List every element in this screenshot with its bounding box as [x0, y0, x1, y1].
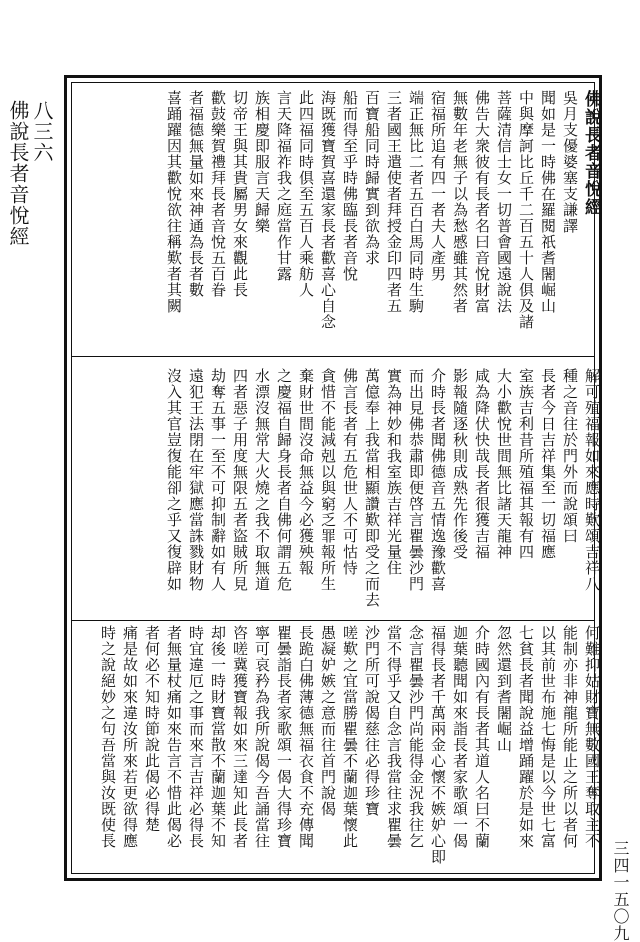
text-column: 寧可哀矜為我所說偈今吾誦當往	[253, 625, 271, 849]
text-column: 沒入其官豈復能卻之乎又復辟如	[165, 368, 183, 592]
text-column: 當不得乎又自念言我當往求瞿曇	[385, 625, 403, 849]
text-column: 福得長者千萬兩金心懷不嫉妒心即	[429, 625, 447, 865]
text-column: 族相慶即服言天歸樂	[253, 90, 271, 234]
text-column: 介時長者聞佛德音五情逸豫歡喜	[429, 368, 447, 592]
text-column: 却後一時財寶當散不蘭迦葉不知	[209, 625, 227, 849]
text-column: 端正無比二者五百白馬同時生駒	[407, 90, 425, 314]
text-column: 萬億奉上我當相顯讚歎即受之而去	[363, 368, 381, 608]
text-column: 棄財世間沒命無益今必獲殃報	[297, 368, 315, 576]
text-column: 介時國內有長者其道人名曰不蘭	[473, 625, 491, 849]
left-margin-label	[6, 100, 54, 247]
text-column: 以其前世布施七悔是以今世七富	[539, 625, 557, 849]
text-column: 者何必不知時節說此偈必得楚	[143, 625, 161, 833]
text-column: 言天降福祚我之庭當作甘露	[275, 90, 293, 282]
text-column: 佛告大衆彼有長者名曰音悅財富	[473, 90, 491, 314]
register-divider-2	[72, 620, 594, 621]
text-column: 咨嗟冀獲寶報如來三達知此長者	[231, 625, 249, 849]
text-column: 聞如是一時佛在羅閱祇耆闍崛山	[539, 90, 557, 314]
text-column: 百寶船同時歸實到欲為求	[363, 90, 381, 266]
text-column: 實為神妙和我室族吉祥光量住	[385, 368, 403, 576]
text-column: 水漂沒無常大火燒之我不取無道	[253, 368, 271, 592]
text-column: 長跪白佛薄德無福衣食不充傳聞	[297, 625, 315, 849]
text-column: 種之音往於門外而說頌曰	[561, 368, 579, 544]
text-column: 宿福所追有四一者夫人產男	[429, 90, 447, 282]
text-column: 歡鼓樂賀禮拜長者音悅五百眷	[209, 90, 227, 298]
text-column: 室族吉利昔所殖福其報有四	[517, 368, 535, 560]
text-column: 時之說絕妙之句吾當與汝既使長	[99, 625, 117, 849]
text-column: 吳月支優婆塞支謙譯	[561, 90, 579, 234]
text-column: 喜踊躍因其歡悅欲往稱歎者其闕	[165, 90, 183, 314]
text-column: 者無量杖痛如來告言不惜此偈必	[165, 625, 183, 849]
text-column: 嗟歎之宜當勝瞿曇不蘭迦葉懷此	[341, 625, 359, 849]
text-column: 影報隨逐秋則成熟先作後受	[451, 368, 469, 560]
text-column: 遠犯王法閉在牢獄應當誅戮財物	[187, 368, 205, 592]
text-column: 佛言長者有五危世人不可怙恃	[341, 368, 359, 576]
text-column: 長者今日吉祥集至一切福應	[539, 368, 557, 560]
page-number: 三四一五〇九	[611, 840, 630, 942]
text-column: 咸為降伏快哉長者很獲吉福	[473, 368, 491, 560]
text-column: 大小歡悅世間無比諸天龍神	[495, 368, 513, 560]
text-column: 四者惡子用度無限五者盜賊所見	[231, 368, 249, 592]
sutra-title-margin: 佛說長者音悅經	[6, 100, 30, 247]
register-2	[160, 368, 600, 608]
text-column: 無數年老無子以為愁慼雖其然者	[451, 90, 469, 314]
text-column: 貪惜不能減剋以與窮乏罪報所生	[319, 368, 337, 592]
text-column: 此四福同時俱至五百人乘舫人	[297, 90, 315, 298]
text-column: 者福德無量如來神通為長者數	[187, 90, 205, 298]
text-column: 解可殖福報如來應時歎頌吉祥八	[583, 368, 601, 592]
text-column: 中與摩訶比丘千二百五十人俱及諸	[517, 90, 535, 330]
text-column: 沙門所可說偈慈往必得珍寶	[363, 625, 381, 817]
text-column: 三者國王遣使者拜授金印四者五	[385, 90, 403, 314]
text-column: 念言瞿曇沙門尚能得金況我往乞	[407, 625, 425, 849]
text-column: 海既獲寶賀喜還家長者歡喜心自念	[319, 90, 337, 330]
text-column: 愚凝妒嫉之意而往首門說偈	[319, 625, 337, 817]
text-column: 忽然還到耆闍崛山	[495, 625, 513, 753]
text-column: 痛是故如來違汝所來若更欲得應	[121, 625, 139, 849]
text-column: 船而得至乎時佛臨長者音悅	[341, 90, 359, 282]
text-column: 而出見佛恭肅即便啓言瞿曇沙門	[407, 368, 425, 592]
volume-number: 八三六	[30, 100, 54, 163]
text-column: 迦葉聽聞如來詣長者家歌頌一偈	[451, 625, 469, 849]
text-column: 七貧長者聞說益增踊躍於是如來	[517, 625, 535, 849]
text-column: 之慶福自歸身長者自佛何謂五危	[275, 368, 293, 592]
text-column: 能制亦非神龍所能止之所以者何	[561, 625, 579, 849]
text-column: 佛說長者音悅經	[581, 90, 601, 216]
register-1	[160, 90, 600, 340]
text-column: 切帝王與其貴屬男女來觀此長	[231, 90, 249, 298]
text-column: 瞿曇詣長者家歌頌一偈大得珍寶	[275, 625, 293, 849]
register-divider-1	[72, 356, 594, 357]
text-column: 菩薩清信士女一切普會國遠說法	[495, 90, 513, 314]
register-3	[94, 625, 600, 875]
text-column: 劫奪五事一至不可抑制辭如有人	[209, 368, 227, 592]
text-column: 何難抑姑財寶無數國王奪取主不	[583, 625, 601, 849]
text-column: 時宜違厄之事而來言吉祥必得長	[187, 625, 205, 849]
